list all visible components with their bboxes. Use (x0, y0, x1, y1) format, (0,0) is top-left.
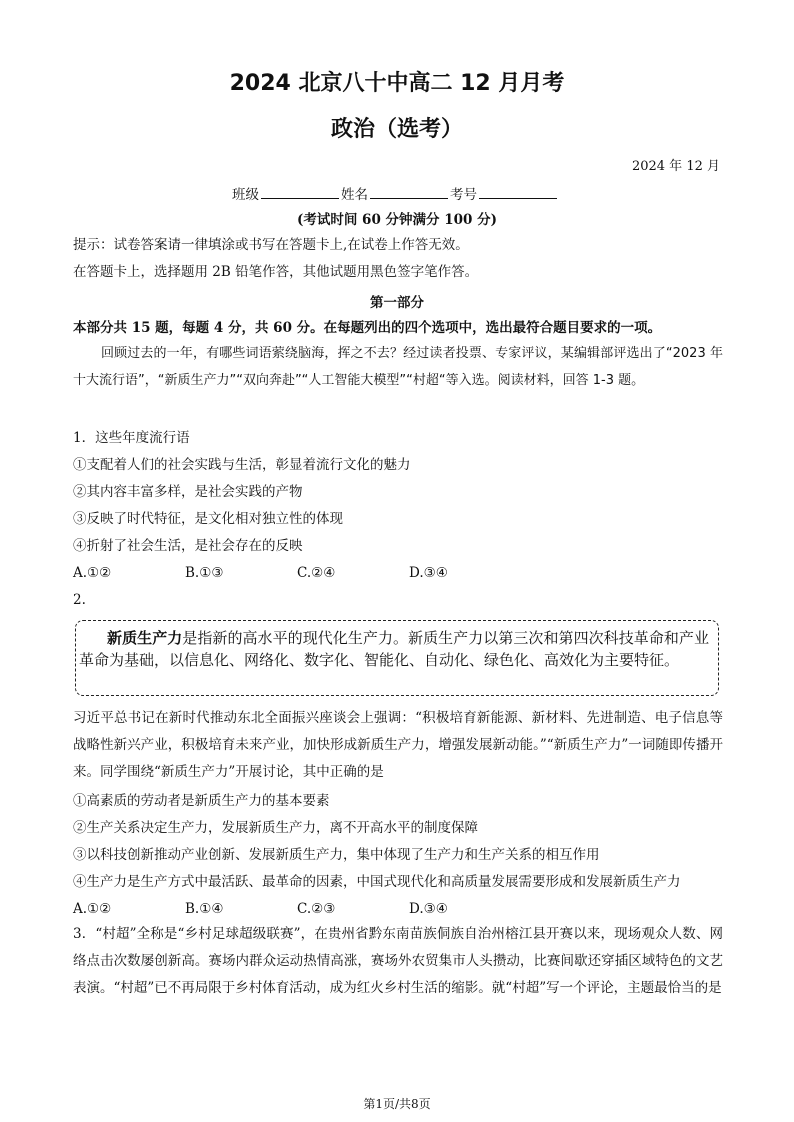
exam-date: 2024 年 12 月 (631, 159, 720, 174)
section-title: 第一部分 (370, 295, 424, 311)
q2-option-a[interactable]: A.①② (73, 901, 112, 917)
id-blank (479, 186, 557, 199)
q2-item-3: ③以科技创新推动产业创新、发展新质生产力，集中体现了生产力和生产关系的相互作用 (73, 847, 600, 863)
tip-1: 提示：试卷答案请一律填涂或书写在答题卡上,在试卷上作答无效。 (73, 237, 469, 253)
q2-material-body: 是指新的高水平的现代化生产力。新质生产力以第三次和第四次科技革命和产业革命为基础，以信息化、网络化、数字化、智能化、自动化、绿色化、高效化为主要特征。 (79, 629, 709, 669)
id-label: 考号 (450, 187, 477, 203)
q2-material-text (79, 627, 709, 671)
q1-item-2: ②其内容丰富多样，是社会实践的产物 (73, 484, 303, 500)
q1-item-3: ③反映了时代特征，是文化相对独立性的体现 (73, 511, 343, 527)
q2-item-1: ①高素质的劳动者是新质生产力的基本要素 (73, 793, 330, 809)
student-info-line (232, 183, 559, 203)
class-blank (261, 186, 339, 199)
q2-stem: 习近平总书记在新时代推动东北全面振兴座谈会上强调：“积极培育新能源、新材料、先进制造、电子信息等战略性新兴产业，积极培育未来产业，加快形成新质生产力，增强发展新动能。”“新质生产力”一词随即传播开来。同学围绕“新质生产力”开展讨论，其中正确的是 (73, 710, 723, 780)
q2-material-bold: 新质生产力 (107, 629, 183, 647)
reading-intro: 回顾过去的一年，有哪些词语萦绕脑海，挥之不去？经过读者投票、专家评议，某编辑部评选出了“2023 年十大流行语”，“新质生产力”“双向奔赴”“人工智能大模型”“村超“等入选。阅读材料，回答 1-3 题。 (73, 346, 723, 388)
q1-options (73, 563, 521, 583)
section-instruction: 本部分共 15 题，每题 4 分，共 60 分。在每题列出的四个选项中，选出最符合题目要求的一项。 (73, 320, 662, 336)
tip-2: 在答题卡上，选择题用 2B 铅笔作答，其他试题用黑色签字笔作答。 (73, 264, 479, 280)
q2-number: 2. (73, 592, 86, 608)
q1-option-c[interactable]: C.②④ (297, 565, 336, 581)
name-blank (370, 186, 448, 199)
q3-stem: 3．“村超”全称是“乡村足球超级联赛”，在贵州省黔东南苗族侗族自治州榕江县开赛以来，现场观众人数、网络点击次数屡创新高。赛场内群众运动热情高涨，赛场外农贸集市人头攒动，比赛间歇还穿插区域特色的文艺表演。“村超”已不再局限于乡村体育活动，成为红火乡村生活的缩影。就“村超”写一个评论，主题最恰当的是 (73, 926, 723, 996)
q2-option-d[interactable]: D.③④ (409, 901, 448, 917)
exam-subtitle: 政治（选考） (330, 117, 463, 142)
exam-title: 2024 北京八十中高二 12 月月考 (229, 71, 565, 96)
q2-option-b[interactable]: B.①④ (185, 901, 224, 917)
name-label: 姓名 (341, 187, 368, 203)
q1-option-b[interactable]: B.①③ (185, 565, 224, 581)
q1-item-1: ①支配着人们的社会实践与生活，彰显着流行文化的魅力 (73, 457, 411, 473)
q2-option-c[interactable]: C.②③ (297, 901, 336, 917)
q2-item-4: ④生产力是生产方式中最活跃、最革命的因素，中国式现代化和高质量发展需要形成和发展新质生产力 (73, 874, 681, 890)
q1-item-4: ④折射了社会生活，是社会存在的反映 (73, 538, 303, 554)
page-footer: 第1页/共8页 (363, 1097, 431, 1111)
q1-option-a[interactable]: A.①② (73, 565, 112, 581)
class-label: 班级 (232, 187, 259, 203)
q1-option-d[interactable]: D.③④ (409, 565, 448, 581)
time-note: (考试时间 60 分钟满分 100 分) (296, 212, 498, 228)
q1-stem: 1．这些年度流行语 (73, 430, 190, 446)
q2-options (73, 899, 521, 919)
q2-item-2: ②生产关系决定生产力，发展新质生产力，离不开高水平的制度保障 (73, 820, 478, 836)
